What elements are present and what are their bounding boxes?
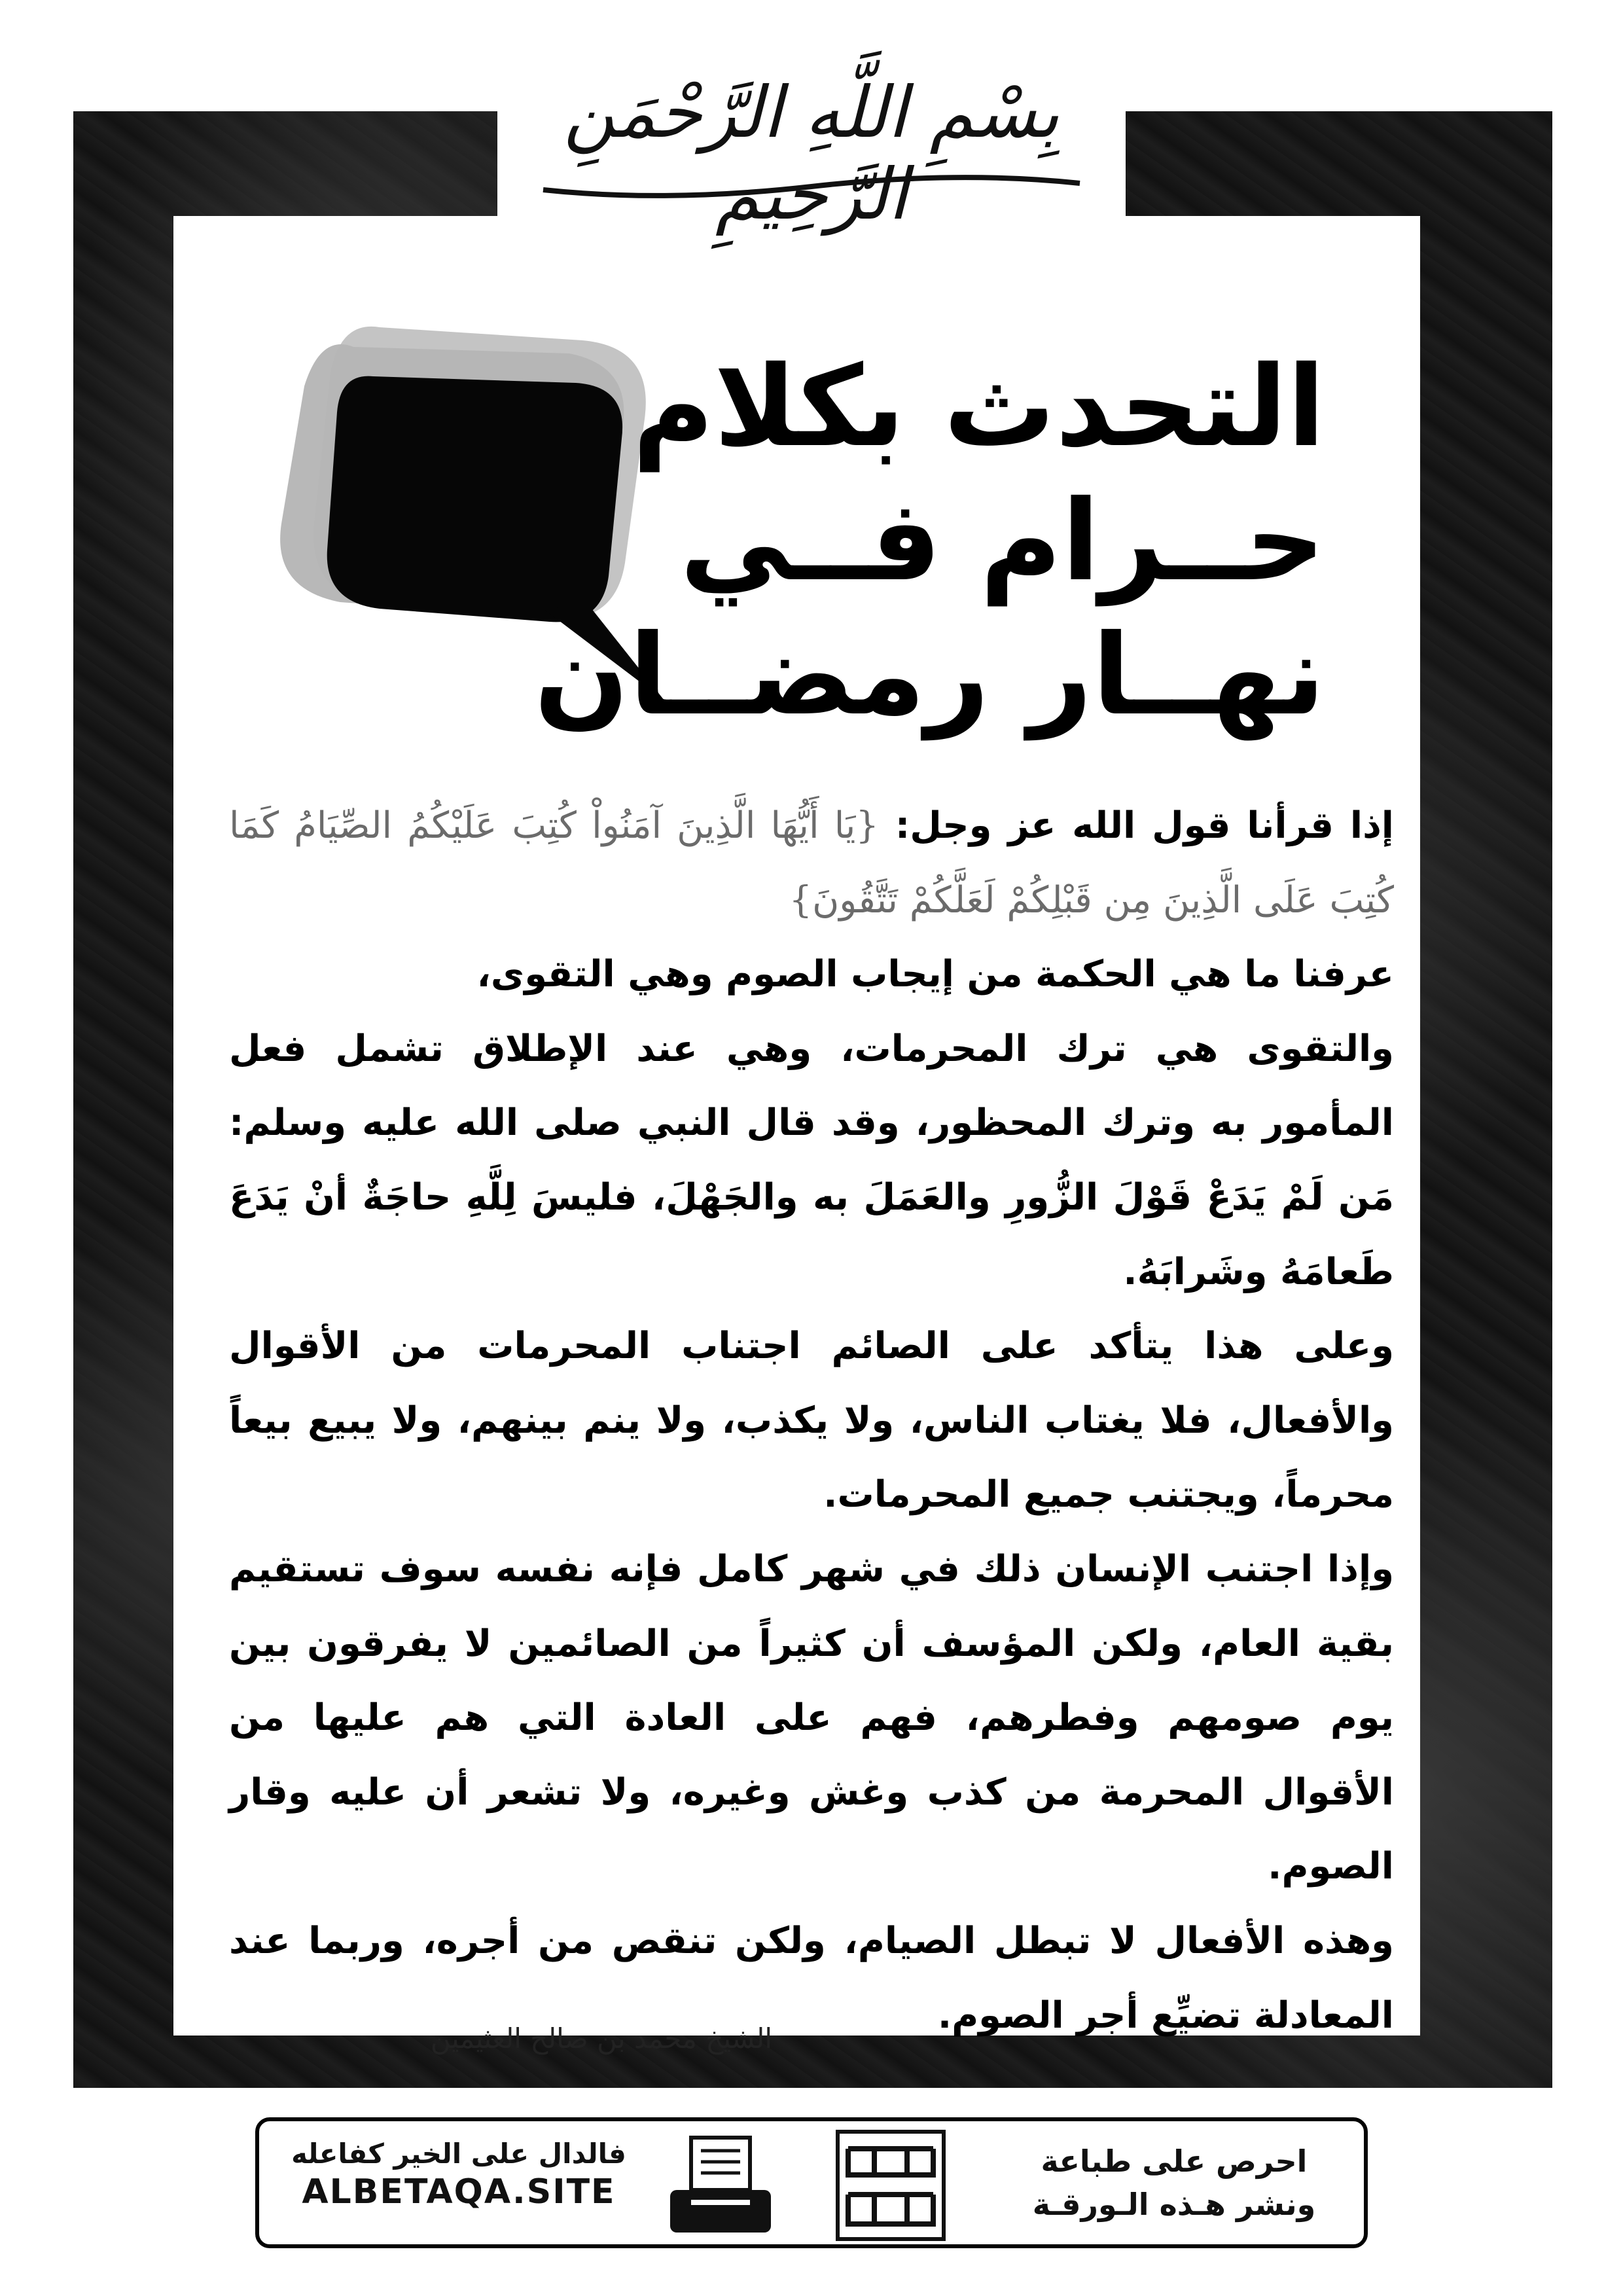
- logo-icon: [835, 2129, 946, 2242]
- site-link[interactable]: ALBETAQA.SITE: [302, 2172, 616, 2212]
- quran-verse: {يَا أَيُّهَا الَّذِينَ آمَنُواْ كُتِبَ عَلَيْكُمُ الصِّيَامُ كَمَا كُتِبَ عَلَى الَّذِينَ مِن قَبْلِكُمْ لَعَلَّكُمْ تَتَّقُونَ}: [229, 804, 1394, 922]
- intro-text: إذا قرأنا قول الله عز وجل:: [879, 804, 1394, 847]
- paragraph-2: والتقوى هي ترك المحرمات، وهي عند الإطلاق تشمل فعل المأمور به وترك المحظور، وقد قال النبي صلى الله عليه وسلم: مَن لَمْ يَدَعْ قَوْلَ الزُّورِ والعَمَلَ به والجَهْلَ، فليسَ لِلَّهِ حاجَةٌ أنْ يَدَعَ طَعامَهُ وشَرابَهُ.: [229, 1027, 1394, 1293]
- paragraph-4: وإذا اجتنب الإنسان ذلك في شهر كامل فإنه نفسه سوف تستقيم بقية العام، ولكن المؤسف أن كثيراً من الصائمين لا يفرقون بين يوم صومهم وفطرهم، فهم على العادة التي هم عليها من الأقوال المحرمة من كذب وغش وغيره، ولا تشعر أن عليه وقار الصوم.: [229, 1547, 1394, 1888]
- paragraph-3: وعلى هذا يتأكد على الصائم اجتناب المحرمات من الأقوال والأفعال، فلا يغتاب الناس، ولا يكذب، ولا ينم بينهم، ولا يبيع بيعاً محرماً، ويجتنب جميع المحرمات.: [229, 1325, 1394, 1516]
- footer-bar: [255, 2117, 1368, 2248]
- basmala-banner: [497, 46, 1126, 236]
- title-line-2: حــرام فــي: [679, 476, 1325, 606]
- printer-icon: [665, 2134, 776, 2239]
- cta-line-1: احرص على طباعة: [1041, 2144, 1308, 2179]
- page-title: [534, 340, 1325, 743]
- article-body: [229, 789, 1394, 2053]
- footer-call-to-action: [1010, 2140, 1338, 2226]
- title-line-3: نهــار رمضــان: [534, 611, 1325, 740]
- basmala: بِسْمِ اللَّهِ الرَّحْمَنِ الرَّحِيمِ: [563, 72, 1060, 236]
- title-line-1: التحدث بكلام: [632, 342, 1325, 472]
- calligraphy-swash-icon: [537, 164, 1086, 203]
- paragraph-1: عرفنا ما هي الحكمة من إيجاب الصوم وهي التقوى،: [476, 953, 1394, 996]
- intro-paragraph: [229, 789, 1394, 937]
- paragraph-5: وهذه الأفعال لا تبطل الصيام، ولكن تنقص من أجره، وربما عند المعادلة تضيِّع أجر الصوم.: [229, 1919, 1394, 2037]
- footer-slogan: فالدال على الخير كفاعله: [291, 2138, 626, 2170]
- cta-line-2: ونشر هـذه الـورقـة: [1032, 2187, 1316, 2222]
- author-signature: الشيخ محمد بن صالح العثيمين: [430, 2022, 772, 2054]
- footer-site-block: [285, 2138, 632, 2212]
